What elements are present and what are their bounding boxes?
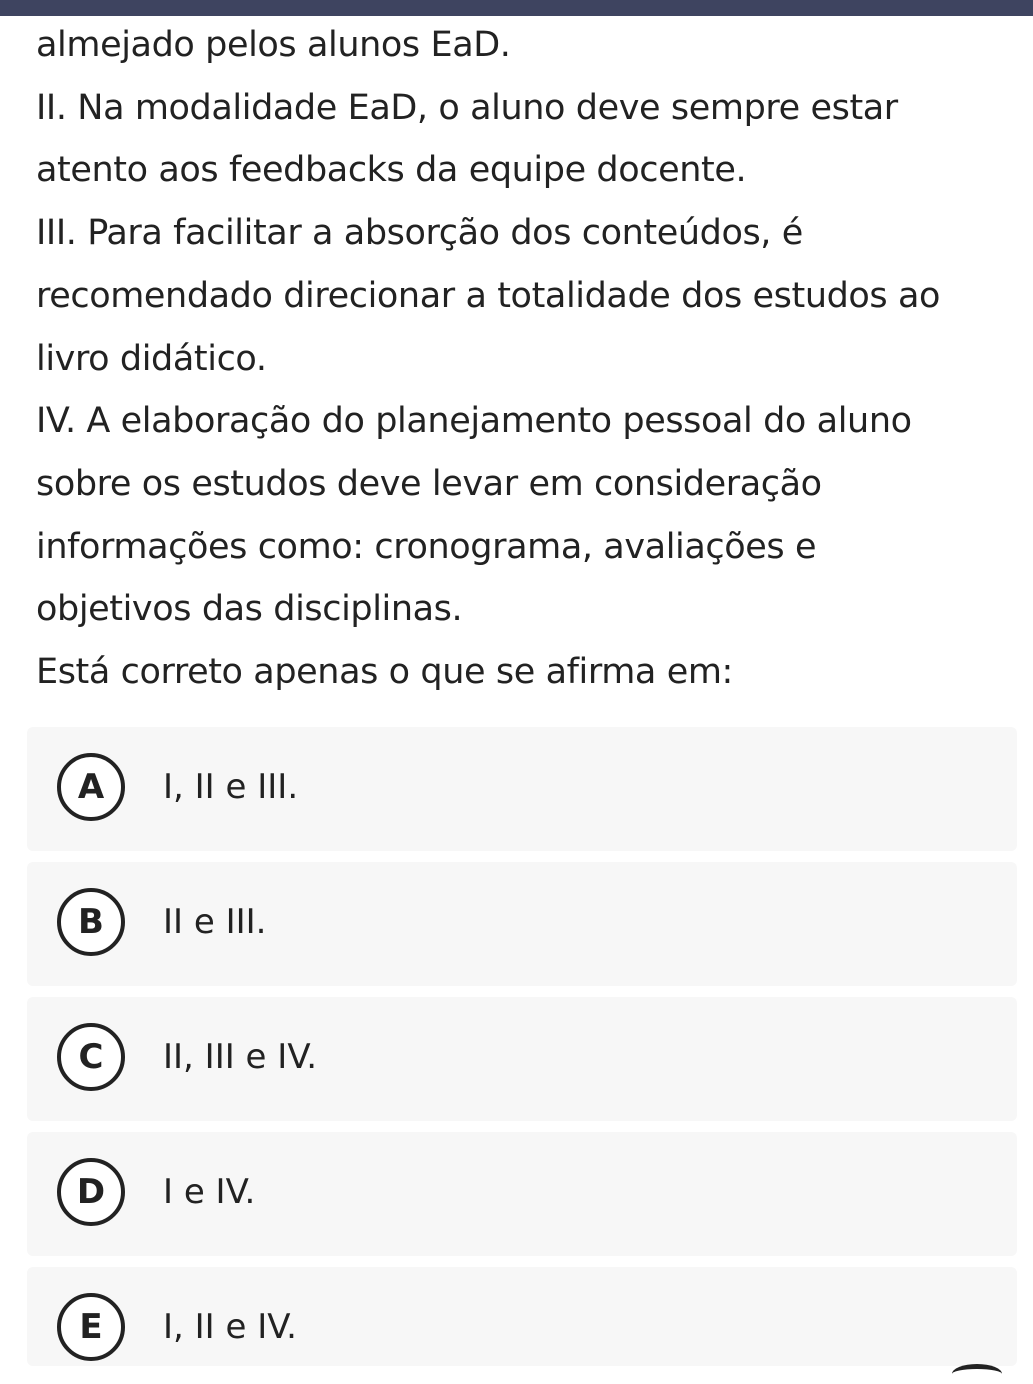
option-text-e: I, II e IV. — [163, 1307, 297, 1347]
option-e[interactable] — [27, 1267, 1017, 1366]
question-line: II. Na modalidade EaD, o aluno deve sempre estar — [36, 87, 898, 128]
option-text-a: I, II e III. — [163, 767, 299, 807]
question-line: IV. A elaboração do planejamento pessoal do aluno — [36, 401, 912, 442]
question-line: livro didático. — [36, 338, 267, 379]
question-text — [36, 14, 1016, 704]
option-b[interactable] — [27, 862, 1017, 986]
answer-options — [27, 727, 1017, 1366]
question-line: informações como: cronograma, avaliações e — [36, 526, 817, 567]
option-letter-a: A — [57, 753, 125, 821]
option-letter-e: E — [57, 1293, 125, 1361]
option-a[interactable] — [27, 727, 1017, 851]
question-line: III. Para facilitar a absorção dos conteúdos, é — [36, 213, 803, 254]
option-letter-d: D — [57, 1158, 125, 1226]
option-text-d: I e IV. — [163, 1172, 256, 1212]
option-text-c: II, III e IV. — [163, 1037, 317, 1077]
option-letter-b: B — [57, 888, 125, 956]
question-prompt: Está correto apenas o que se afirma em: — [36, 652, 733, 693]
question-line: recomendado direcionar a totalidade dos estudos ao — [36, 275, 941, 316]
bottom-edge — [0, 1366, 1033, 1373]
question-line: atento aos feedbacks da equipe docente. — [36, 150, 747, 191]
question-line: almejado pelos alunos EaD. — [36, 25, 511, 65]
option-c[interactable] — [27, 997, 1017, 1121]
option-letter-c: C — [57, 1023, 125, 1091]
option-d[interactable] — [27, 1132, 1017, 1256]
option-text-b: II e III. — [163, 902, 267, 942]
question-line: sobre os estudos deve levar em consideração — [36, 463, 822, 504]
question-line: objetivos das disciplinas. — [36, 589, 463, 630]
partial-circle-icon — [952, 1364, 1002, 1384]
